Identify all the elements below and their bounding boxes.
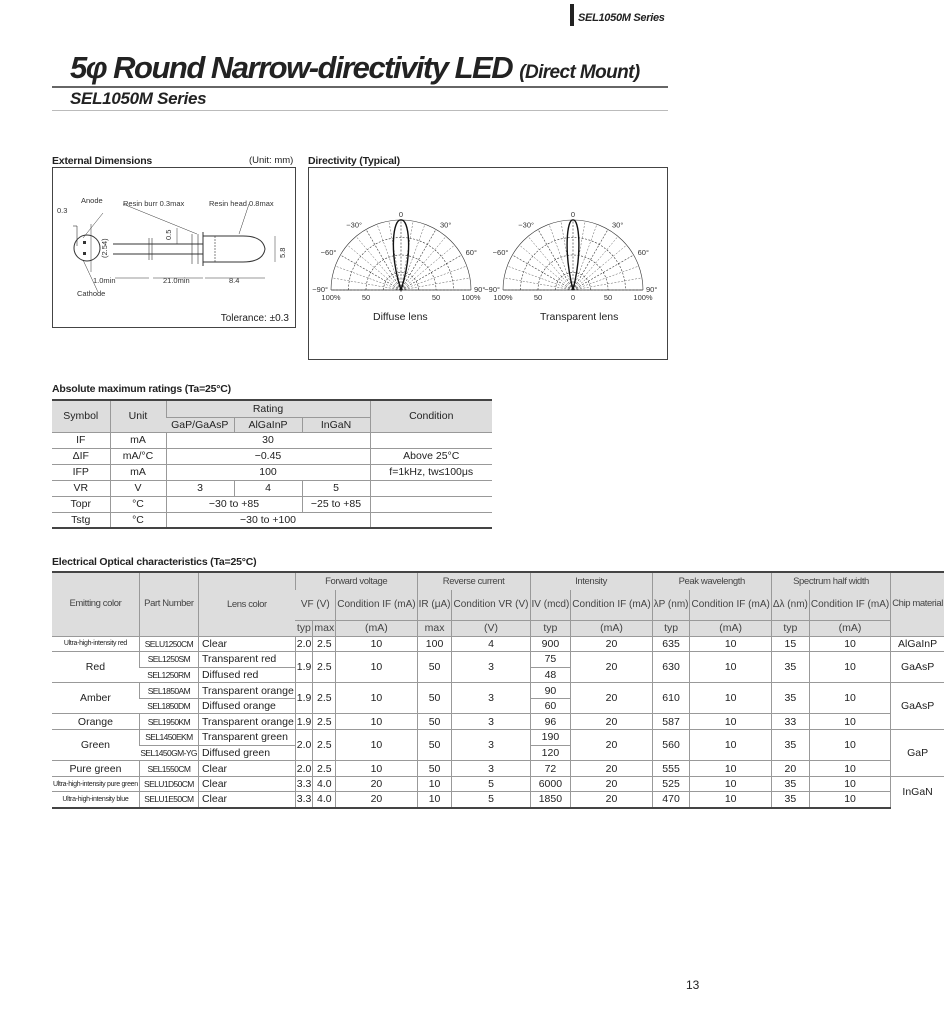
dim-05-label: 0.5 xyxy=(164,229,173,240)
page-title: 5φ Round Narrow-directivity LED (Direct Mount) xyxy=(70,50,640,85)
table-row: IF mA 30 xyxy=(52,432,492,448)
transparent-scale-label: 0 xyxy=(570,293,576,302)
diffuse-scale-label: 50 xyxy=(361,293,371,302)
diffuse-angle-label: 60° xyxy=(465,248,477,257)
transparent-grid-spoke xyxy=(512,255,573,290)
header-series-label: SEL1050M Series xyxy=(578,12,665,24)
amr-header-algainp: AlGaInP xyxy=(234,417,302,432)
diffuse-angle-label: −30° xyxy=(346,220,362,230)
eoc-sub-typ-iv: typ xyxy=(530,620,571,636)
diffuse-angle-label: 0 xyxy=(398,210,404,219)
eoc-header-spectrum-halfwidth: Spectrum half width xyxy=(771,572,890,590)
eoc-sub-max: max xyxy=(314,622,335,634)
diffuse-grid-spoke xyxy=(401,229,436,290)
table-row: Orange SEL1950KM Transparent orange 1.9 2.5 10 50 3 96 20 587 10 33 10 xyxy=(52,714,944,730)
series-rule xyxy=(52,110,668,111)
table-row: SEL1850DM Diffused orange 60 xyxy=(52,698,944,714)
dim-10-label: 1.0min xyxy=(93,276,116,285)
eoc-sub-typ: typ xyxy=(295,620,313,636)
dim-21-label: 21.0min xyxy=(163,276,190,285)
series-title: SEL1050M Series xyxy=(70,89,207,108)
table-row: Ultra-high-intensity red SELU1250CM Clear 2.0 2.5 10 100 4 900 20 635 10 15 10 AlGaInP xyxy=(52,636,944,652)
absolute-max-ratings-table xyxy=(52,399,492,529)
diffuse-angle-label: 30° xyxy=(440,220,452,230)
eoc-header-part-number: Part Number xyxy=(139,572,198,636)
eoc-sub-typ-dl: typ xyxy=(771,620,809,636)
eoc-header-forward-voltage: Forward voltage xyxy=(295,572,417,590)
diffuse-scale-label: 100% xyxy=(461,293,481,302)
diffuse-scale-label: 100% xyxy=(321,293,341,302)
transparent-scale-label: 100% xyxy=(493,293,513,302)
table-row: Ultra-high-intensity pure green SELU1D50CM Clear 3.3 4.0 20 10 5 6000 20 525 10 35 10 InGaN xyxy=(52,776,944,792)
eoc-header-condition-if-3: Condition IF (mA) xyxy=(690,590,771,620)
transparent-scale-label: 50 xyxy=(603,293,613,302)
eoc-header-lambda-p: λP (nm) xyxy=(652,590,690,620)
transparent-lens-caption: Transparent lens xyxy=(540,311,619,323)
table-row: Red SEL1250SM Transparent red 1.9 2.5 10 50 3 75 20 630 10 35 10 GaAsP xyxy=(52,652,944,668)
eoc-header-reverse-current: Reverse current xyxy=(417,572,530,590)
diffuse-lens-caption: Diffuse lens xyxy=(373,311,428,323)
eoc-header-condition-if-4: Condition IF (mA) xyxy=(809,590,890,620)
eoc-header-delta-lambda: Δλ (nm) xyxy=(771,590,809,620)
eoc-header-peak-wavelength: Peak wavelength xyxy=(652,572,771,590)
eoc-sub-ma: (mA) xyxy=(336,620,417,636)
dim-58-label: 5.8 xyxy=(278,247,287,258)
transparent-grid-spoke xyxy=(573,255,634,290)
led-outline-drawing xyxy=(53,168,297,329)
transparent-grid-spoke xyxy=(519,245,573,290)
transparent-angle-label: 90° xyxy=(646,285,658,294)
amr-header-ingan: InGaN xyxy=(302,417,370,432)
table-row: ΔIF mA/°C −0.45 Above 25°C xyxy=(52,448,492,464)
anode-callout: Anode xyxy=(81,196,103,205)
external-dimensions-drawing xyxy=(52,167,296,328)
table-row: Green SEL1450EKM Transparent green 2.0 2.5 10 50 3 190 20 560 10 35 10 GaP xyxy=(52,730,944,746)
eoc-header-condition-vr: Condition VR (V) xyxy=(452,590,530,620)
dim-254-label: (2.54) xyxy=(100,238,109,258)
electrical-optical-table xyxy=(52,571,944,809)
transparent-grid-spoke xyxy=(573,236,618,290)
title-rule xyxy=(52,86,668,88)
eoc-header-iv: IV (mcd) xyxy=(530,590,571,620)
amr-header-gap: GaP/GaAsP xyxy=(166,417,234,432)
table-row: Topr °C −30 to +85 −25 to +85 xyxy=(52,496,492,512)
amr-header-rating: Rating xyxy=(166,400,370,417)
amr-header-condition: Condition xyxy=(370,400,492,432)
diffuse-angle-label: −90° xyxy=(312,285,328,294)
page-title-sub: (Direct Mount) xyxy=(519,62,640,83)
amr-header-unit: Unit xyxy=(110,400,166,432)
dim-03-label: 0.3 xyxy=(57,206,68,215)
table-row: Amber SEL1850AM Transparent orange 1.9 2.5 10 50 3 90 20 610 10 35 10 GaAsP xyxy=(52,683,944,699)
table-row: SEL1250RM Diffused red 48 xyxy=(52,667,944,683)
eoc-sub-ma-4: (mA) xyxy=(809,620,890,636)
header-mark xyxy=(570,4,574,26)
table-row: SEL1450GM-YG Diffused green 120 xyxy=(52,745,944,761)
eoc-header-emitting-color: Emitting color xyxy=(52,572,139,636)
eoc-header-vf: VF (V) xyxy=(295,590,335,620)
eoc-sub-ma-3: (mA) xyxy=(690,620,771,636)
table-row: Ultra-high-intensity blue SELU1E50CM Clear 3.3 4.0 20 10 5 1850 20 470 10 35 10 xyxy=(52,792,944,808)
directivity-polar-plots xyxy=(309,168,669,361)
eoc-sub-ma-2: (mA) xyxy=(571,620,652,636)
eoc-header-condition-if: Condition IF (mA) xyxy=(336,590,417,620)
eoc-header-ir: IR (μA) xyxy=(417,590,452,620)
table-row: Tstg °C −30 to +100 xyxy=(52,512,492,528)
resin-burr-callout: Resin burr 0.3max xyxy=(123,199,185,208)
diffuse-angle-label: 90° xyxy=(474,285,486,294)
tolerance-note: Tolerance: ±0.3 xyxy=(220,313,289,324)
directivity-label: Directivity (Typical) xyxy=(308,155,400,167)
transparent-angle-label: −90° xyxy=(484,285,500,294)
table-row: Pure green SEL1550CM Clear 2.0 2.5 10 50 3 72 20 555 10 20 10 xyxy=(52,761,944,777)
transparent-angle-label: −60° xyxy=(492,248,509,257)
transparent-angle-label: 60° xyxy=(637,248,649,257)
diffuse-scale-label: 50 xyxy=(431,293,441,302)
unit-note: (Unit: mm) xyxy=(249,155,294,166)
eoc-sub-v: (V) xyxy=(452,620,530,636)
transparent-scale-label: 100% xyxy=(633,293,653,302)
cathode-callout: Cathode xyxy=(77,289,106,298)
transparent-grid-spoke xyxy=(528,236,573,290)
amr-title: Absolute maximum ratings (Ta=25°C) xyxy=(52,383,231,395)
dim-84-label: 8.4 xyxy=(229,276,240,285)
table-row: VR V 3 4 5 xyxy=(52,480,492,496)
transparent-angle-label: 0 xyxy=(570,210,576,219)
eoc-title: Electrical Optical characteristics (Ta=25°C) xyxy=(52,556,257,568)
eoc-header-chip-material: Chip material xyxy=(891,572,944,636)
eoc-sub-typ-lp: typ xyxy=(652,620,690,636)
resin-head-callout: Resin head 0.8max xyxy=(209,199,274,208)
eoc-header-condition-if-2: Condition IF (mA) xyxy=(571,590,652,620)
diffuse-angle-label: −60° xyxy=(320,248,337,257)
table-row: IFP mA 100 f=1kHz, tw≤100μs xyxy=(52,464,492,480)
eoc-sub-max-ir: max xyxy=(417,620,452,636)
transparent-angle-label: 30° xyxy=(612,220,624,230)
transparent-angle-label: −30° xyxy=(518,220,534,230)
transparent-scale-label: 50 xyxy=(533,293,543,302)
eoc-header-lens-color: Lens color xyxy=(198,572,295,636)
amr-header-symbol: Symbol xyxy=(52,400,110,432)
page-number: 13 xyxy=(686,978,700,992)
directivity-chart-box xyxy=(308,167,668,360)
external-dimensions-label: External Dimensions xyxy=(52,155,153,167)
diffuse-scale-label: 0 xyxy=(398,293,404,302)
eoc-header-intensity: Intensity xyxy=(530,572,652,590)
